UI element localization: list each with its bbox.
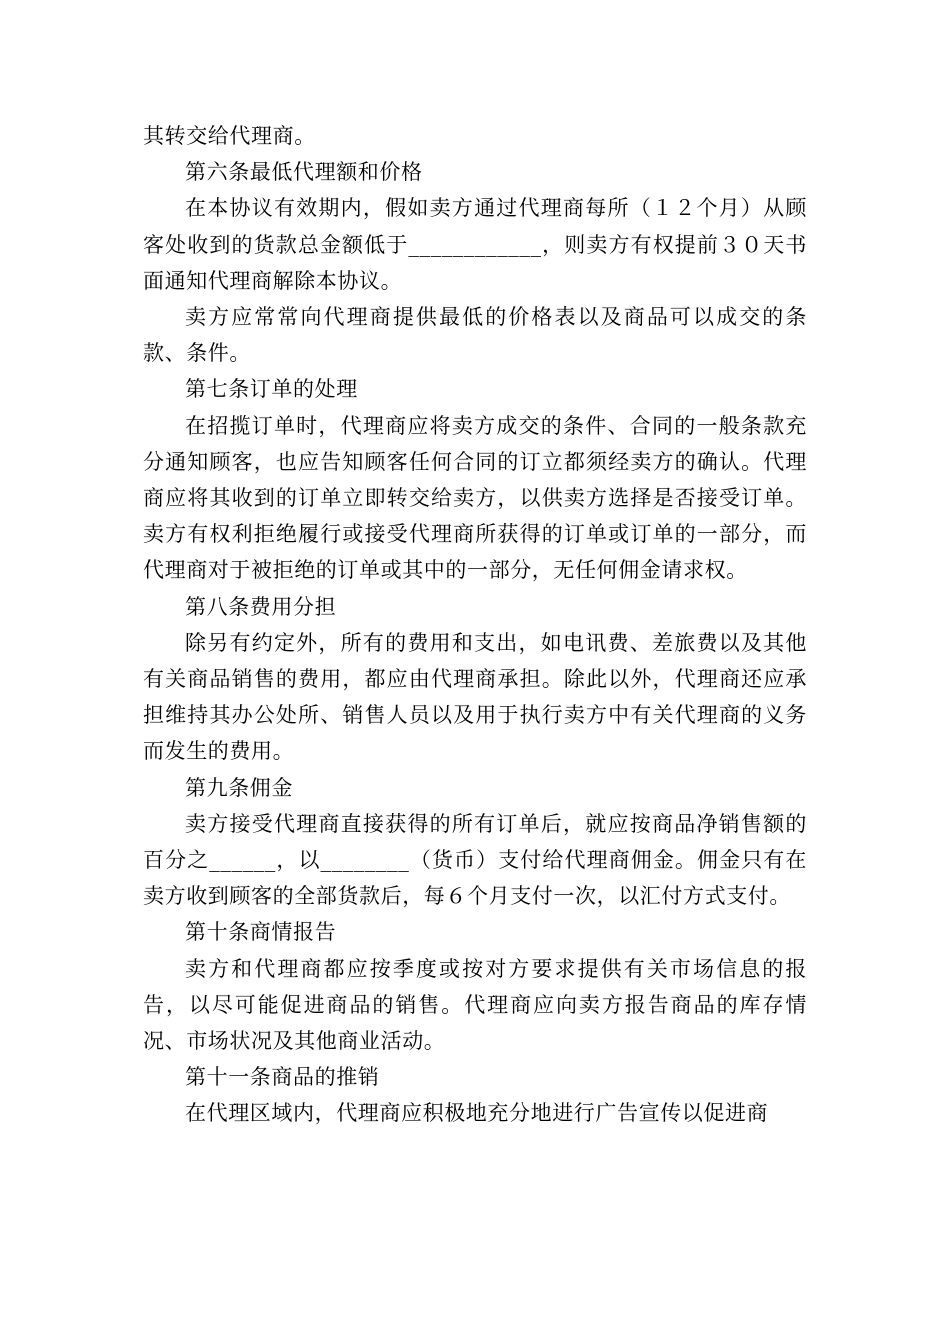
article-8-heading: 第八条费用分担 [185, 594, 337, 619]
article-7-paragraph: 在招揽订单时，代理商应将卖方成交的条件、合同的一般条款充分通知顾客，也应告知顾客任何合同的订立都须经卖方的确认。代理商应将其收到的订单立即转交给卖方，以供卖方选择是否接受订单。卖方有权利拒绝履行或接受代理商所获得的订单或订单的一部分，而代理商对于被拒绝的订单或其中的一部分，无任何佣金请求权。 [143, 413, 807, 583]
article-10-paragraph: 卖方和代理商都应按季度或按对方要求提供有关市场信息的报告，以尽可能促进商品的销售。代理商应向卖方报告商品的库存情况、市场状况及其他商业活动。 [143, 956, 807, 1054]
article-8-paragraph: 除另有约定外，所有的费用和支出，如电讯费、差旅费以及其他有关商品销售的费用，都应由代理商承担。除此以外，代理商还应承担维持其办公处所、销售人员以及用于执行卖方中有关代理商的义务而发生的费用。 [143, 630, 807, 764]
article-11-paragraph: 在代理区域内，代理商应积极地充分地进行广告宣传以促进商 [185, 1101, 769, 1126]
article-11-heading: 第十一条商品的推销 [185, 1065, 380, 1090]
article-6-heading: 第六条最低代理额和价格 [185, 160, 423, 185]
paragraph-continuation: 其转交给代理商。 [143, 124, 316, 148]
article-6-paragraph-1: 在本协议有效期内，假如卖方通过代理商每所（１２个月）从顾客处收到的货款总金额低于____________，则卖方有权提前３０天书面通知代理商解除本协议。 [143, 196, 807, 293]
article-9-paragraph: 卖方接受代理商直接获得的所有订单后，就应按商品净销售额的百分之______，以________（货币）支付给代理商佣金。佣金只有在卖方收到顾客的全部货款后，每６个月支付一次，以汇付方式支付。 [143, 811, 807, 909]
article-10-heading: 第十条商情报告 [185, 920, 337, 945]
article-9-heading: 第九条佣金 [185, 775, 293, 800]
document-body [143, 118, 807, 1132]
article-7-heading: 第七条订单的处理 [185, 377, 358, 402]
article-6-paragraph-2: 卖方应常常向代理商提供最低的价格表以及商品可以成交的条款、条件。 [143, 305, 807, 366]
